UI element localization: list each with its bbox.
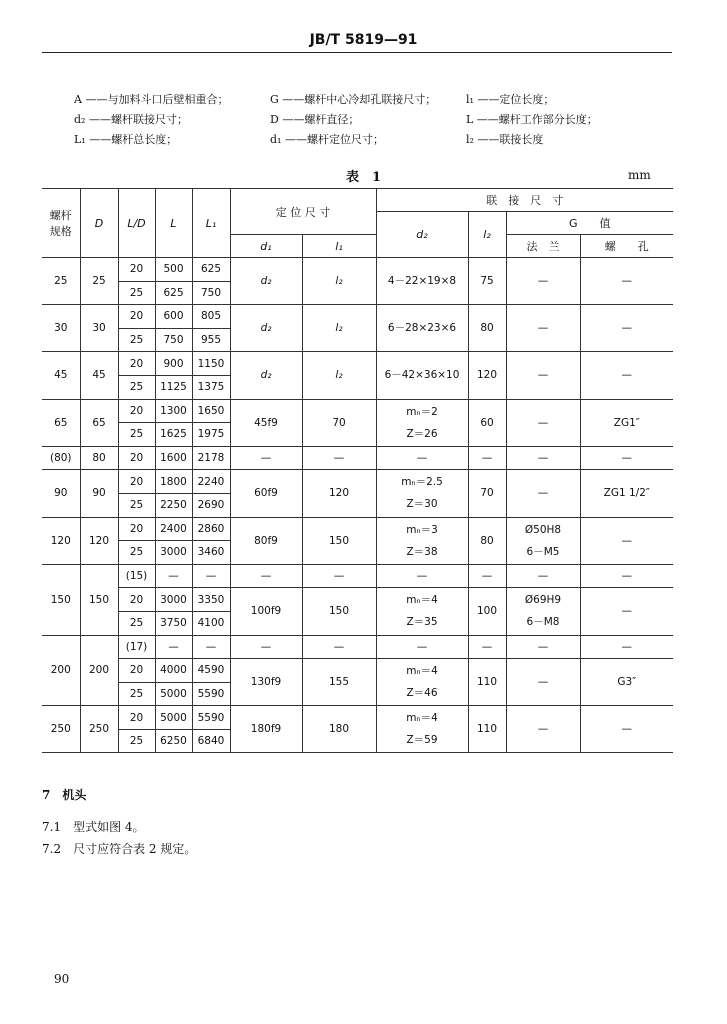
cell-LD: 20: [118, 470, 155, 494]
cell-l1: 150: [302, 588, 376, 635]
cell-spec: 90: [42, 470, 80, 517]
cell-L: 625: [155, 281, 192, 305]
cell-l1: l₂: [302, 258, 376, 305]
legend-entry: d₂ ——螺杆联接尺寸；: [74, 113, 188, 126]
cell-L1: 1650: [192, 399, 230, 423]
cell-thread: —: [580, 305, 673, 352]
cell-l1: —: [302, 564, 376, 588]
cell-L: 1625: [155, 423, 192, 447]
table-row: [42, 352, 673, 376]
cell-LD: 20: [118, 706, 155, 730]
header-spec: 螺杆 规格: [42, 189, 80, 258]
cell-thread: G3″: [580, 659, 673, 706]
legend-entry: G ——螺杆中心冷却孔联接尺寸；: [270, 93, 437, 106]
cell-l2: —: [468, 635, 506, 659]
cell-d2: —: [376, 446, 468, 470]
cell-L: 1600: [155, 446, 192, 470]
cell-d1: —: [230, 635, 302, 659]
cell-d1: d₂: [230, 305, 302, 352]
cell-LD: 25: [118, 375, 155, 399]
cell-LD: 25: [118, 493, 155, 517]
cell-spec: 200: [42, 635, 80, 706]
legend-row: [74, 90, 686, 110]
header-d1: d₁: [230, 235, 302, 258]
cell-d2: mₙ＝4 Z＝59: [376, 706, 468, 753]
cell-D: 150: [80, 564, 118, 635]
legend-entry: L₁ ——螺杆总长度；: [74, 133, 178, 146]
cell-thread: —: [580, 258, 673, 305]
table-row: [42, 659, 673, 683]
cell-d2: mₙ＝3 Z＝38: [376, 517, 468, 564]
header-d2: d₂: [376, 212, 468, 258]
cell-LD: 20: [118, 305, 155, 329]
cell-L: —: [155, 564, 192, 588]
cell-flange: —: [506, 446, 580, 470]
cell-L1: 625: [192, 258, 230, 282]
table-row: [42, 399, 673, 423]
header-D: D: [80, 189, 118, 258]
cell-thread: —: [580, 635, 673, 659]
cell-spec: 250: [42, 706, 80, 753]
cell-L: —: [155, 635, 192, 659]
cell-flange: —: [506, 564, 580, 588]
cell-L1: 4590: [192, 659, 230, 683]
cell-d2: mₙ＝2.5 Z＝30: [376, 470, 468, 517]
cell-l1: l₂: [302, 352, 376, 399]
cell-d1: 180f9: [230, 706, 302, 753]
cell-L: 2400: [155, 517, 192, 541]
cell-D: 90: [80, 470, 118, 517]
cell-thread: ZG1″: [580, 399, 673, 446]
cell-spec: 65: [42, 399, 80, 446]
table-title: 表 1: [345, 170, 382, 185]
cell-d2: —: [376, 564, 468, 588]
cell-L1: —: [192, 564, 230, 588]
cell-L1: 750: [192, 281, 230, 305]
section-7-1: 7.1 型式如图 4。: [42, 820, 145, 834]
header-thread: 螺 孔: [580, 235, 673, 258]
cell-l1: —: [302, 446, 376, 470]
table-row: [42, 635, 673, 659]
cell-D: 200: [80, 635, 118, 706]
cell-L1: 1150: [192, 352, 230, 376]
cell-LD: 25: [118, 729, 155, 753]
cell-L1: 1975: [192, 423, 230, 447]
cell-L1: 2860: [192, 517, 230, 541]
cell-L1: 3460: [192, 541, 230, 565]
cell-thread: —: [580, 588, 673, 635]
cell-LD: 20: [118, 588, 155, 612]
cell-L: 5000: [155, 682, 192, 706]
cell-d1: 100f9: [230, 588, 302, 635]
cell-D: 250: [80, 706, 118, 753]
header-positioning: 定 位 尺 寸: [230, 189, 376, 235]
legend-entry: l₁ ——定位长度；: [466, 93, 555, 106]
cell-d1: 80f9: [230, 517, 302, 564]
header-l1: l₁: [302, 235, 376, 258]
cell-spec: 120: [42, 517, 80, 564]
cell-LD: 25: [118, 281, 155, 305]
cell-d2: 6－42×36×10: [376, 352, 468, 399]
cell-l1: 120: [302, 470, 376, 517]
cell-l1: 150: [302, 517, 376, 564]
cell-flange: —: [506, 352, 580, 399]
cell-l2: —: [468, 446, 506, 470]
table-row: [42, 305, 673, 329]
table-unit: mm: [628, 168, 651, 182]
cell-d2: —: [376, 635, 468, 659]
cell-thread: —: [580, 446, 673, 470]
cell-flange: —: [506, 706, 580, 753]
legend-row: [74, 110, 686, 130]
cell-spec: 30: [42, 305, 80, 352]
cell-L1: 5590: [192, 706, 230, 730]
cell-l2: 75: [468, 258, 506, 305]
cell-L1: 3350: [192, 588, 230, 612]
header-G: G 值: [506, 212, 673, 235]
cell-LD: 20: [118, 659, 155, 683]
cell-spec: 45: [42, 352, 80, 399]
cell-l1: l₂: [302, 305, 376, 352]
table-row: [42, 706, 673, 730]
cell-thread: ZG1 1/2″: [580, 470, 673, 517]
cell-L1: —: [192, 635, 230, 659]
table-row: [42, 564, 673, 588]
cell-L: 500: [155, 258, 192, 282]
cell-L: 1125: [155, 375, 192, 399]
header-L: L: [155, 189, 192, 258]
cell-LD: 25: [118, 682, 155, 706]
cell-flange: —: [506, 399, 580, 446]
cell-l1: 155: [302, 659, 376, 706]
cell-d1: 45f9: [230, 399, 302, 446]
cell-flange: —: [506, 659, 580, 706]
cell-flange: Ø50H8 6－M5: [506, 517, 580, 564]
cell-L1: 805: [192, 305, 230, 329]
cell-d2: mₙ＝2 Z＝26: [376, 399, 468, 446]
table-row: [42, 588, 673, 612]
cell-LD: 20: [118, 517, 155, 541]
cell-spec: 25: [42, 258, 80, 305]
cell-d2: 6－28×23×6: [376, 305, 468, 352]
legend-entry: l₂ ——联接长度: [466, 133, 544, 146]
cell-L: 1300: [155, 399, 192, 423]
cell-L: 3000: [155, 541, 192, 565]
cell-LD: 20: [118, 446, 155, 470]
legend-row: [74, 130, 686, 150]
header-connection: 联 接 尺 寸: [376, 189, 673, 212]
cell-L: 3000: [155, 588, 192, 612]
cell-d1: 130f9: [230, 659, 302, 706]
header-LD: L/D: [118, 189, 155, 258]
header-rule: [42, 52, 672, 53]
cell-LD: 20: [118, 399, 155, 423]
cell-l2: 110: [468, 706, 506, 753]
cell-thread: —: [580, 564, 673, 588]
legend-entry: D ——螺杆直径；: [270, 113, 360, 126]
cell-L: 750: [155, 328, 192, 352]
cell-L1: 955: [192, 328, 230, 352]
table-row: [42, 470, 673, 494]
cell-LD: (15): [118, 564, 155, 588]
cell-l2: 120: [468, 352, 506, 399]
cell-L: 4000: [155, 659, 192, 683]
cell-L: 5000: [155, 706, 192, 730]
page-number: 90: [54, 972, 70, 986]
cell-D: 25: [80, 258, 118, 305]
cell-l1: 180: [302, 706, 376, 753]
cell-D: 45: [80, 352, 118, 399]
cell-LD: 25: [118, 328, 155, 352]
cell-LD: 25: [118, 611, 155, 635]
cell-LD: 20: [118, 352, 155, 376]
cell-LD: 25: [118, 423, 155, 447]
cell-spec: 150: [42, 564, 80, 635]
section-7-heading: 7 机头: [42, 788, 87, 802]
cell-L1: 2240: [192, 470, 230, 494]
cell-l2: 60: [468, 399, 506, 446]
legend-entry: L ——螺杆工作部分长度；: [466, 113, 598, 126]
cell-l2: —: [468, 564, 506, 588]
cell-d1: d₂: [230, 352, 302, 399]
cell-L1: 4100: [192, 611, 230, 635]
cell-l2: 70: [468, 470, 506, 517]
cell-L: 6250: [155, 729, 192, 753]
cell-L1: 2690: [192, 493, 230, 517]
cell-LD: 20: [118, 258, 155, 282]
cell-L1: 2178: [192, 446, 230, 470]
cell-thread: —: [580, 352, 673, 399]
legend-entry: d₁ ——螺杆定位尺寸；: [270, 133, 384, 146]
cell-LD: 25: [118, 541, 155, 565]
cell-thread: —: [580, 517, 673, 564]
cell-l2: 80: [468, 517, 506, 564]
cell-d1: —: [230, 446, 302, 470]
cell-L: 1800: [155, 470, 192, 494]
table-row: [42, 258, 673, 282]
document-code: JB/T 5819—91: [309, 32, 418, 48]
dimension-table: [42, 188, 673, 753]
cell-L1: 5590: [192, 682, 230, 706]
cell-D: 120: [80, 517, 118, 564]
cell-L1: 1375: [192, 375, 230, 399]
cell-l2: 80: [468, 305, 506, 352]
cell-D: 30: [80, 305, 118, 352]
table-row: [42, 446, 673, 470]
cell-D: 65: [80, 399, 118, 446]
cell-L: 2250: [155, 493, 192, 517]
legend-entry: A ——与加料斗口后壁相重合；: [74, 93, 229, 106]
cell-L: 3750: [155, 611, 192, 635]
cell-spec: (80): [42, 446, 80, 470]
cell-l1: 70: [302, 399, 376, 446]
header-flange: 法 兰: [506, 235, 580, 258]
cell-D: 80: [80, 446, 118, 470]
cell-l2: 100: [468, 588, 506, 635]
cell-d2: mₙ＝4 Z＝46: [376, 659, 468, 706]
header-l2: l₂: [468, 212, 506, 258]
cell-L: 900: [155, 352, 192, 376]
cell-flange: —: [506, 635, 580, 659]
cell-L1: 6840: [192, 729, 230, 753]
cell-thread: —: [580, 706, 673, 753]
cell-d1: —: [230, 564, 302, 588]
cell-d2: 4－22×19×8: [376, 258, 468, 305]
cell-flange: —: [506, 470, 580, 517]
cell-d2: mₙ＝4 Z＝35: [376, 588, 468, 635]
cell-flange: —: [506, 258, 580, 305]
cell-L: 600: [155, 305, 192, 329]
cell-d1: d₂: [230, 258, 302, 305]
table-row: [42, 517, 673, 541]
cell-l2: 110: [468, 659, 506, 706]
cell-flange: Ø69H9 6－M8: [506, 588, 580, 635]
cell-l1: —: [302, 635, 376, 659]
cell-d1: 60f9: [230, 470, 302, 517]
section-7-2: 7.2 尺寸应符合表 2 规定。: [42, 842, 197, 856]
symbol-legend: [74, 90, 686, 150]
header-L1: L₁: [192, 189, 230, 258]
cell-LD: (17): [118, 635, 155, 659]
cell-flange: —: [506, 305, 580, 352]
